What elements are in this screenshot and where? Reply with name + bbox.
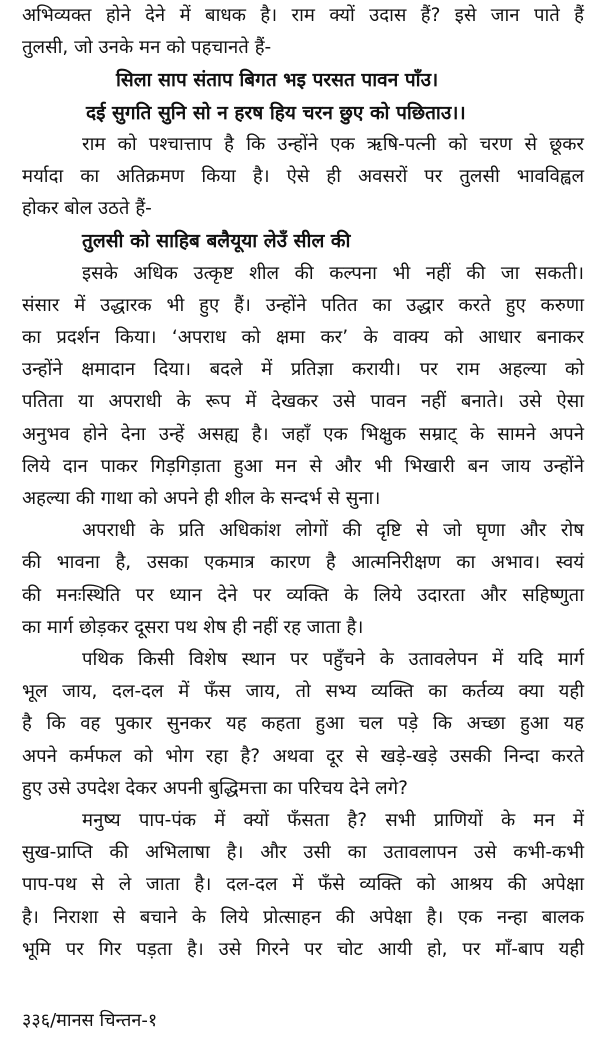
text-line: संसार में उद्धारक भी हुए हैं। उन्होंने पतित का उद्धार करते हुए करुणा <box>22 294 584 316</box>
text-line: तुलसी, जो उनके मन को पहचानते हैं- <box>22 37 272 59</box>
text-line: लिये दान पाकर गिड़गिड़ाता हुआ मन से और भी भिखारी बन जाय उन्होंने <box>22 455 584 477</box>
text-line: होकर बोल उठते हैं- <box>22 198 152 220</box>
text-line: अपने कर्मफल को भोग रहा है? अथवा दूर से खड़े-खड़े उसकी निन्दा करते <box>22 745 584 767</box>
text-line: मनुष्य पाप-पंक में क्यों फँसता है? सभी प्राणियों के मन में <box>82 810 584 832</box>
text-line: पतिता या अपराधी के रूप में देखकर उसे पावन नहीं बनाते। उसे ऐसा <box>22 391 584 413</box>
text-line: राम को पश्चात्ताप है कि उन्होंने एक ऋषि-पत्नी को चरण से छूकर <box>82 133 584 155</box>
text-line: का प्रदर्शन किया। ‘अपराध को क्षमा कर’ के वाक्य को आधार बनाकर <box>22 327 584 349</box>
text-line: का मार्ग छोड़कर दूसरा पथ शेष ही नहीं रह जाता है। <box>22 616 364 638</box>
text-line: भूमि पर गिर पड़ता है। उसे गिरने पर चोट आयी हो, पर माँ-बाप यही <box>22 938 584 960</box>
text-line: अपराधी के प्रति अधिकांश लोगों की दृष्टि से जो घृणा और रोष <box>82 520 584 542</box>
text-line: मर्यादा का अतिक्रमण किया है। ऐसे ही अवसरों पर तुलसी भावविह्वल <box>22 166 584 188</box>
verse-line: सिला साप संताप बिगत भइ परसत पावन पाँउ। <box>116 69 439 92</box>
text-line: इसके अधिक उत्कृष्ट शील की कल्पना भी नहीं की जा सकती। <box>82 262 584 284</box>
text-line: अभिव्यक्त होने देने में बाधक है। राम क्यों उदास हैं? इसे जान पाते हैं <box>22 5 584 26</box>
text-line: हुए उसे उपदेश देकर अपनी बुद्धिमत्ता का परिचय देने लगे? <box>22 777 408 799</box>
text-line: पथिक किसी विशेष स्थान पर पहुँचने के उतावलेपन में यदि मार्ग <box>82 649 584 671</box>
text-line: भूल जाय, दल-दल में फँस जाय, तो सभ्य व्यक्ति का कर्तव्य क्या यही <box>22 681 584 703</box>
text-line: है। निराशा से बचाने के लिये प्रोत्साहन की अपेक्षा है। एक नन्हा बालक <box>22 906 584 928</box>
text-line: उन्होंने क्षमादान दिया। बदले में प्रतिज्ञा करायी। पर राम अहल्या को <box>22 359 584 381</box>
text-line: है कि वह पुकार सुनकर यह कहता हुआ चल पड़े कि अच्छा हुआ यह <box>22 713 584 735</box>
text-line: पाप-पथ से ले जाता है। दल-दल में फँसे व्यक्ति को आश्रय की अपेक्षा <box>22 874 584 896</box>
text-line: अनुभव होने देना उन्हें असह्य है। जहाँ एक भिक्षुक सम्राट् के सामने अपने <box>22 423 584 445</box>
text-line: की भावना है, उसका एकमात्र कारण है आत्मनिरीक्षण का अभाव। स्वयं <box>22 552 584 574</box>
verse-line: तुलसी को साहिब बलैयूया लेउँ सील की <box>82 230 351 253</box>
verse-line: दई सुगति सुनि सो न हरष हिय चरन छुए को पछिताउ।। <box>86 101 466 124</box>
page-body <box>22 0 584 966</box>
text-line: अहल्या की गाथा को अपने ही शील के सन्दर्भ से सुना। <box>22 488 381 510</box>
text-line: सुख-प्राप्ति की अभिलाषा है। और उसी का उतावलापन उसे कभी-कभी <box>22 842 584 864</box>
page-footer: ३३६/मानस चिन्तन-१ <box>22 1010 158 1031</box>
text-line: की मनःस्थिति पर ध्यान देने पर व्यक्ति के लिये उदारता और सहिष्णुता <box>22 584 584 606</box>
